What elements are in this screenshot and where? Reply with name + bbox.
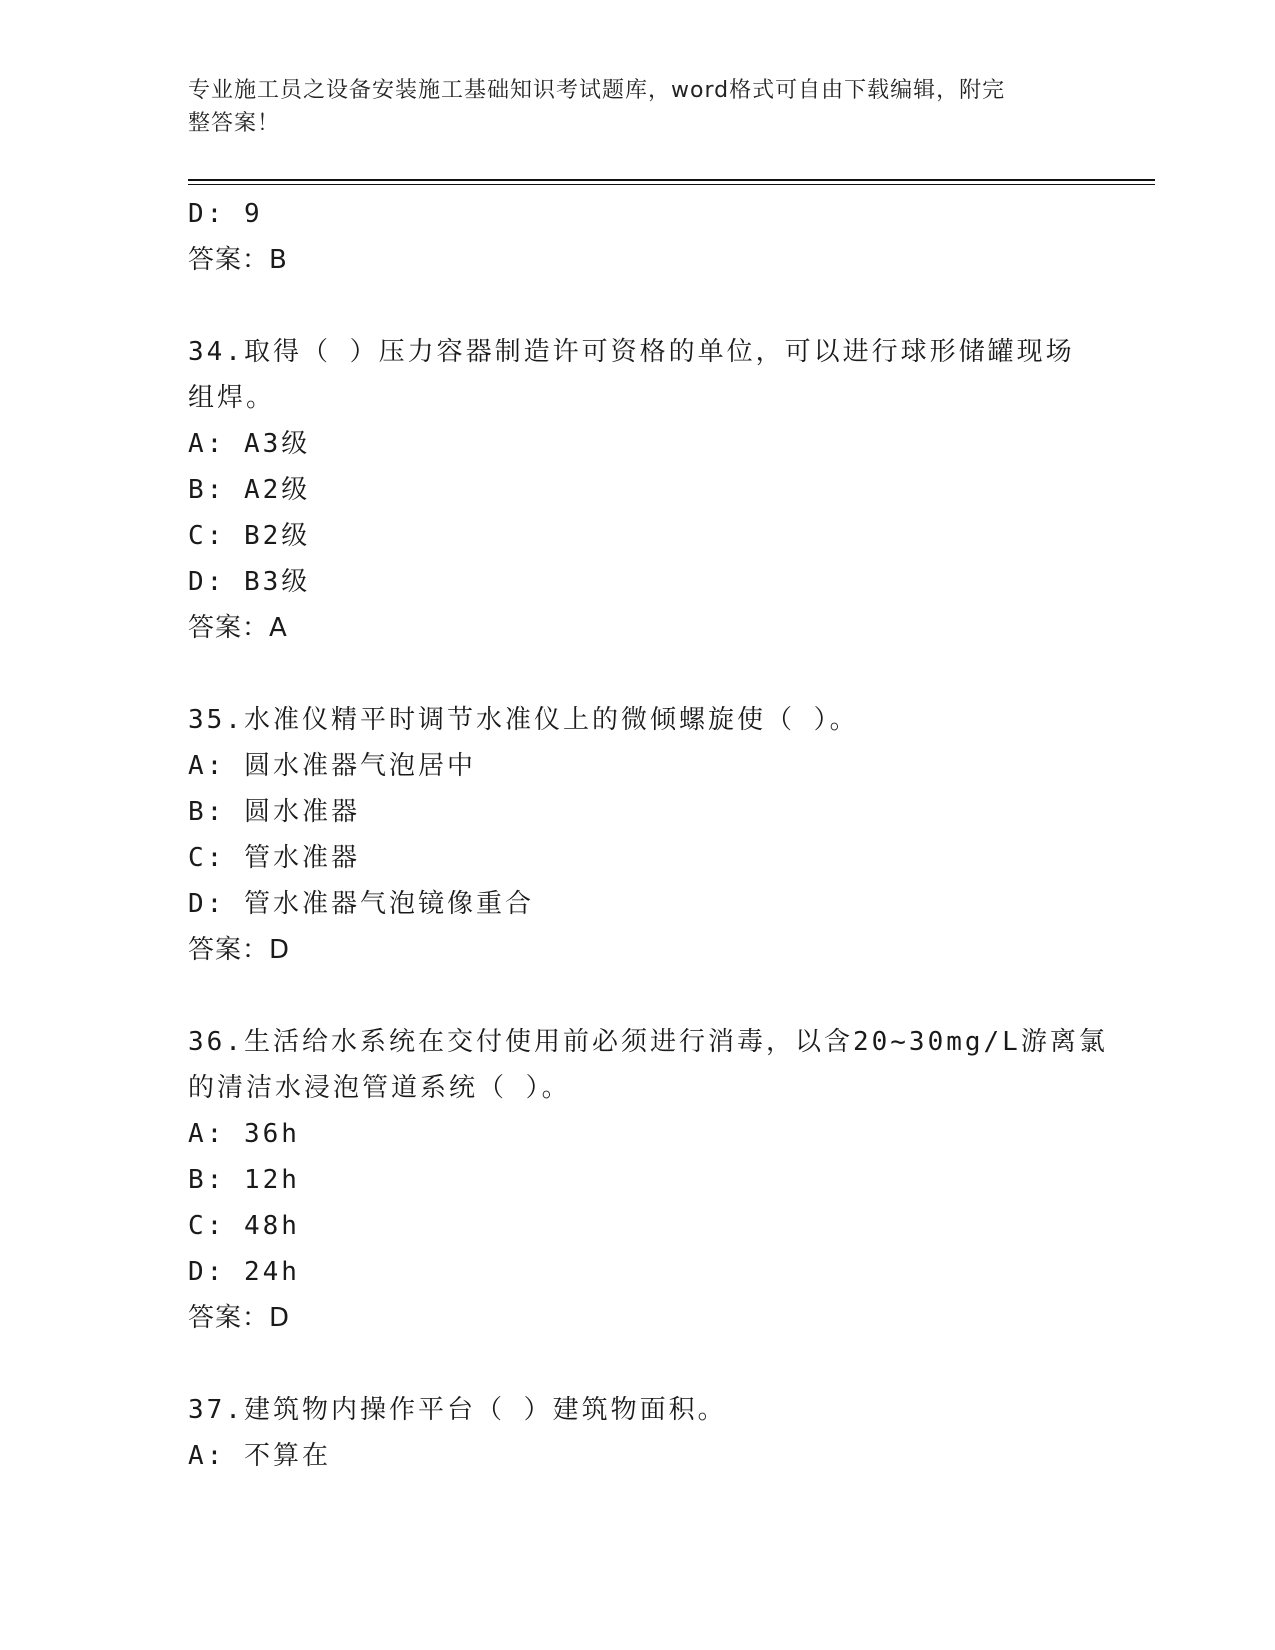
option-a: A: 36h: [188, 1119, 300, 1149]
question-33-tail: [188, 191, 1088, 283]
question-37: [188, 1387, 1088, 1479]
option-b: B: 圆水准器: [188, 797, 360, 827]
header-line-1: 专业施工员之设备安装施工基础知识考试题库，word格式可自由下载编辑，附完: [188, 78, 1006, 103]
document-header: [188, 74, 1068, 140]
question-stem: 36.生活给水系统在交付使用前必须进行消毒，以含20~30mg/L游离氯: [188, 1027, 1108, 1057]
option-b: B: A2级: [188, 475, 311, 505]
option-c: C: 48h: [188, 1211, 300, 1241]
spacer: [188, 651, 1088, 697]
header-rule-thin: [188, 184, 1155, 185]
spacer: [188, 283, 1088, 329]
option-d: D: 管水准器气泡镜像重合: [188, 889, 534, 919]
question-stem: 组焊。: [188, 383, 276, 413]
question-36: [188, 1019, 1108, 1341]
spacer: [188, 973, 1088, 1019]
option-a: A: 不算在: [188, 1441, 331, 1471]
question-stem: 35.水准仪精平时调节水准仪上的微倾螺旋使（ ）。: [188, 705, 859, 735]
answer: 答案：A: [188, 613, 288, 643]
question-stem: 37.建筑物内操作平台（ ）建筑物面积。: [188, 1395, 727, 1425]
answer: 答案：D: [188, 1303, 291, 1333]
answer: 答案：B: [188, 245, 288, 275]
option-d: D: 24h: [188, 1257, 300, 1287]
header-line-2: 整答案！: [188, 111, 281, 136]
option-c: C: B2级: [188, 521, 311, 551]
question-35: [188, 697, 1088, 973]
question-stem: 34.取得（ ）压力容器制造许可资格的单位，可以进行球形储罐现场: [188, 337, 1075, 367]
option-d: D: B3级: [188, 567, 311, 597]
option-b: B: 12h: [188, 1165, 300, 1195]
option-a: A: 圆水准器气泡居中: [188, 751, 476, 781]
option-c: C: 管水准器: [188, 843, 360, 873]
answer: 答案：D: [188, 935, 291, 965]
option-a: A: A3级: [188, 429, 311, 459]
question-list: [188, 191, 1108, 1479]
option-d: D: 9: [188, 199, 263, 229]
question-stem: 的清洁水浸泡管道系统（ ）。: [188, 1073, 571, 1103]
header-rule-thick: [188, 179, 1155, 181]
question-34: [188, 329, 1088, 651]
spacer: [188, 1341, 1088, 1387]
